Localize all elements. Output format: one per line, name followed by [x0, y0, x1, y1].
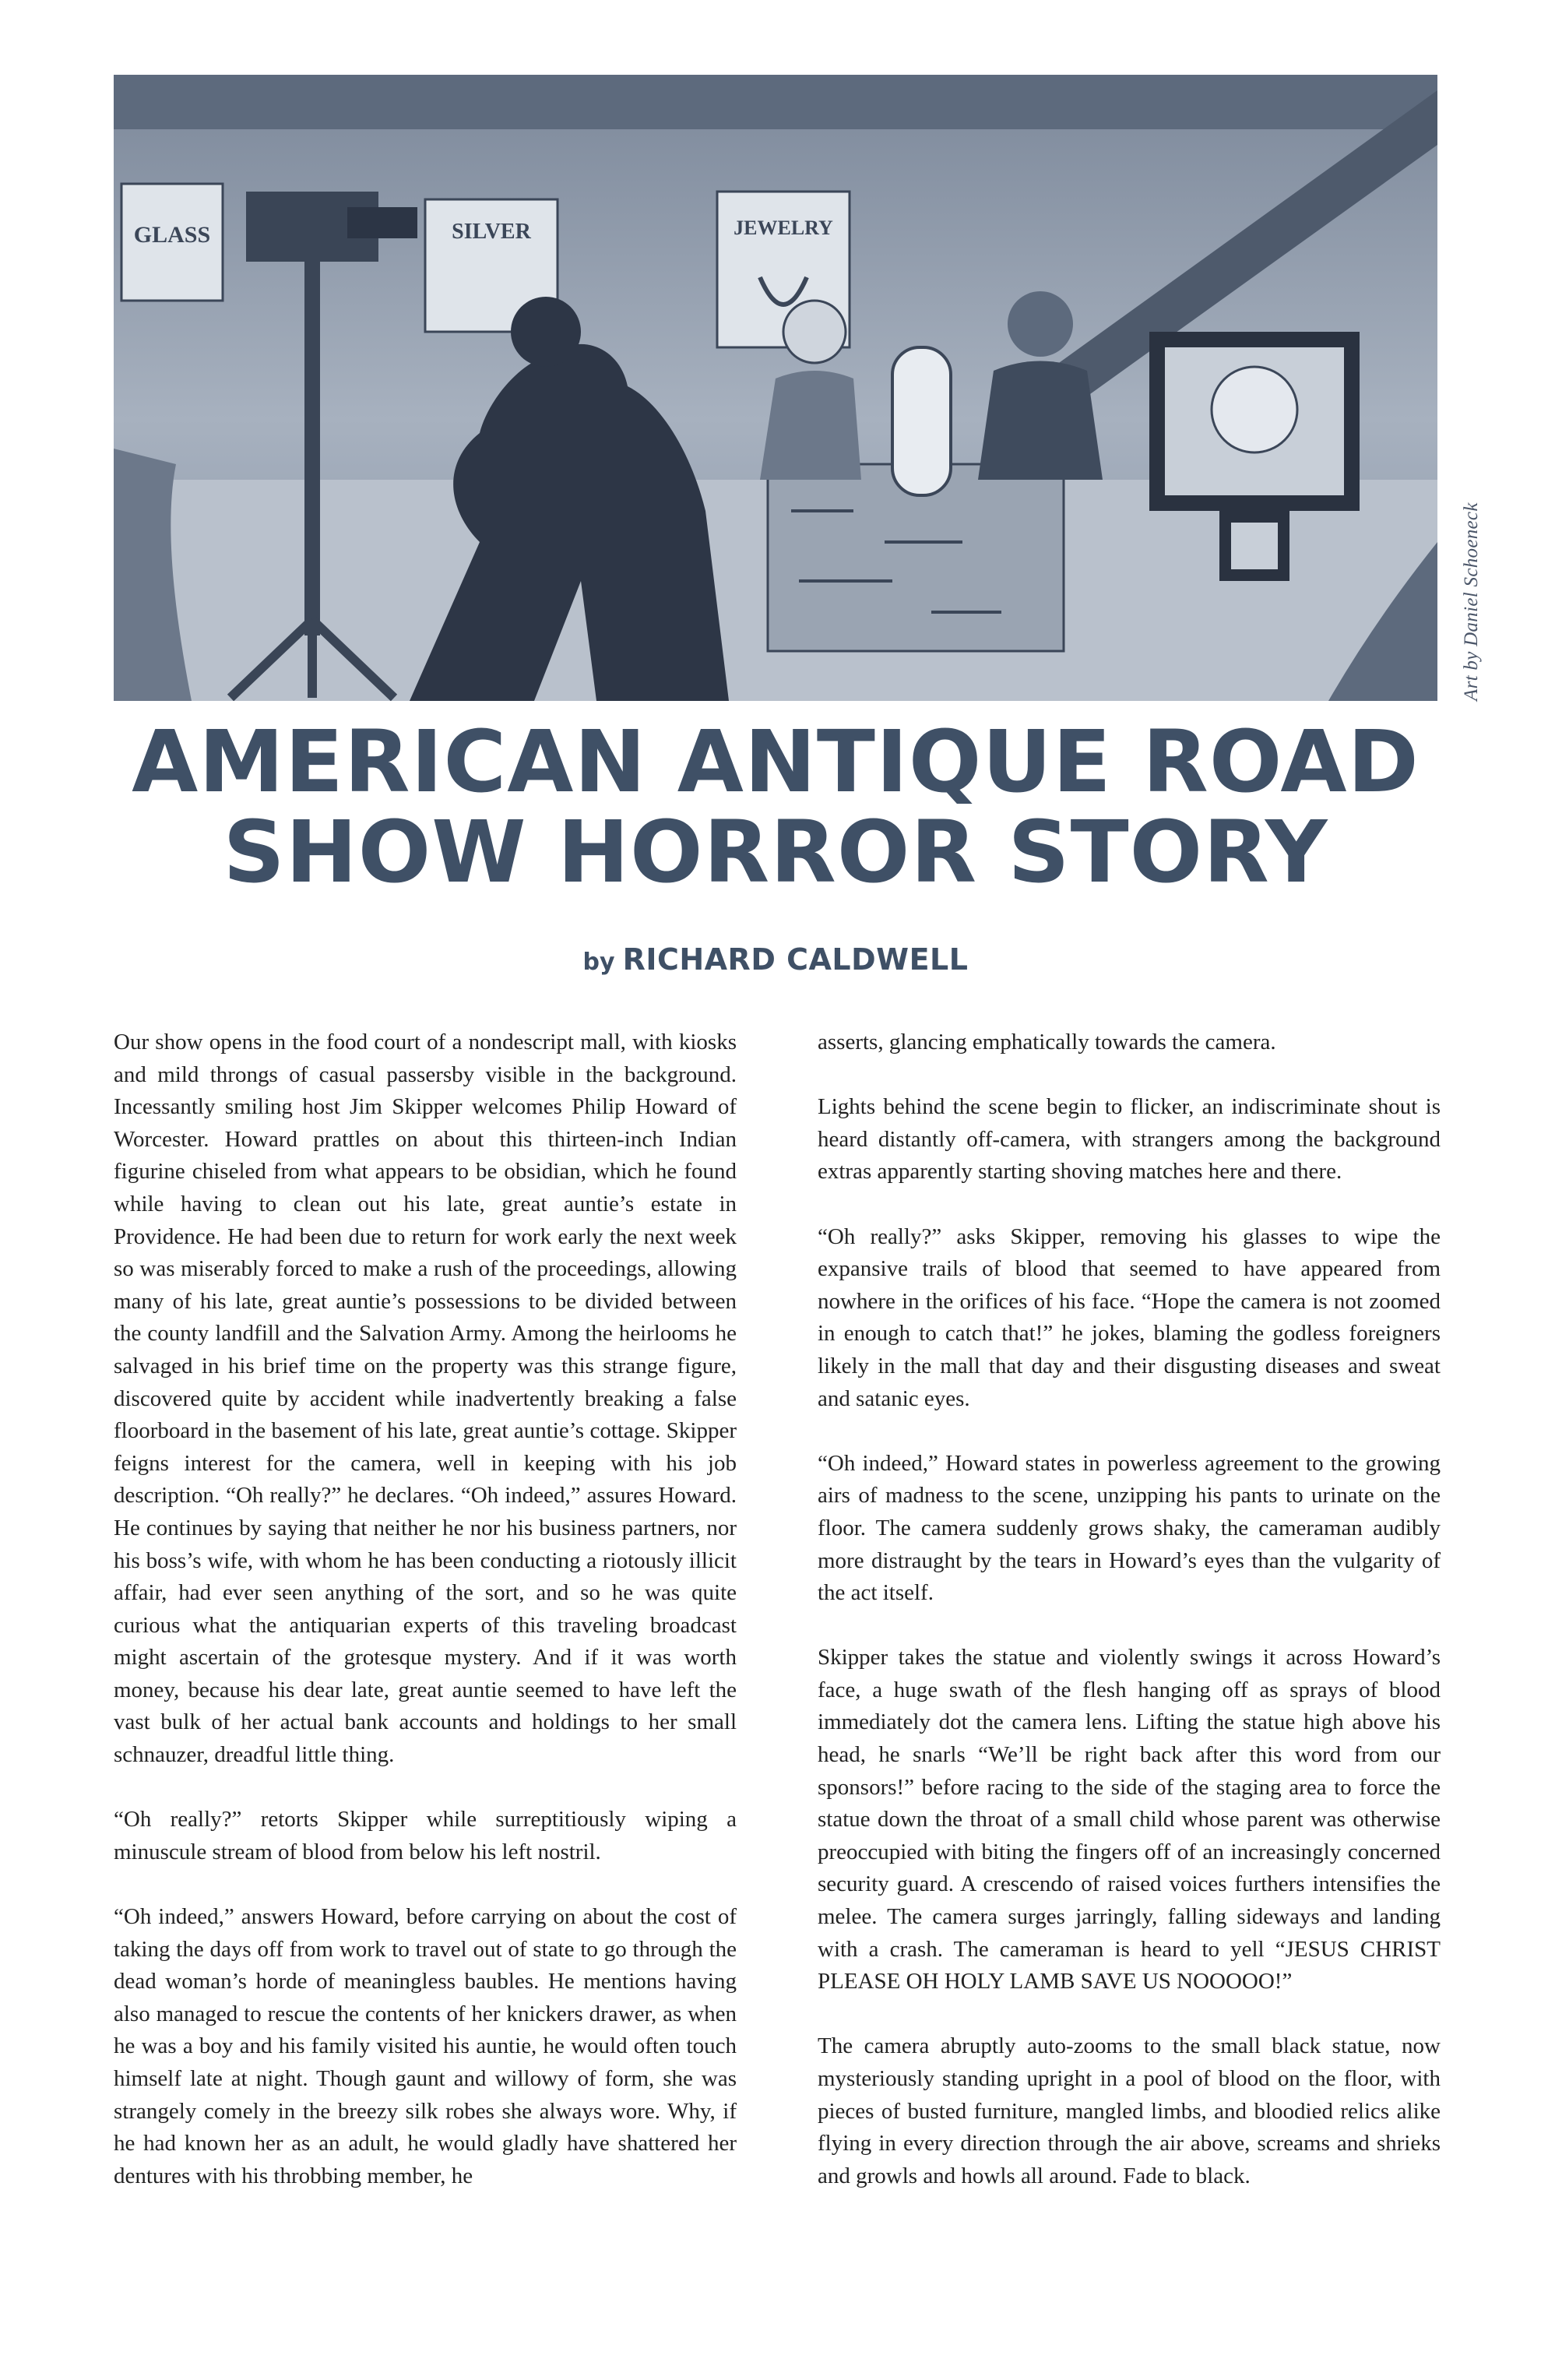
tv-studio-drawing [114, 75, 1437, 701]
paragraph: “Oh really?” asks Skipper, removing his glasses to wipe the expansive trails of blood that seemed to have appeared from nowhere in the orifices of his face. “Hope the camera is not zoomed in enough to catch that!” he jokes, blaming the godless foreigners likely in the mall that day and their disgusting diseases and sweat and satanic eyes. [818, 1223, 1441, 1411]
header-illustration [114, 75, 1437, 701]
text-column-left [114, 1026, 737, 2225]
author-name: RICHARD CALDWELL [622, 942, 969, 977]
byline [114, 942, 1437, 977]
sign-glass [121, 184, 223, 301]
text-column-right [818, 1026, 1441, 2225]
paragraph: asserts, glancing emphatically towards the camera. [818, 1030, 1276, 1054]
svg-text:SILVER: SILVER [452, 220, 531, 244]
article-title [114, 712, 1437, 902]
title-line-2: SHOW HORROR STORY [223, 802, 1328, 902]
art-credit: Art by Daniel Schoeneck [1461, 502, 1482, 701]
paragraph: Our show opens in the food court of a nondescript mall, with kiosks and mild throngs of casual passersby visible in the background. Incessantly smiling host Jim Skipper welcomes Philip Howard of Worcester. Howard prattles on about this thirteen-inch Indian figurine chiseled from what appears to be obsidian, which he found while having to clean out his late, great auntie’s estate in Providence. He had been due to return for work early the next week so was miserably forced to make a rush of the proceedings, allowing many of his late, great auntie’s possessions to be divided between the county landfill and the Salvation Army. Among the heirlooms he salvaged in his brief time on the property was this strange figure, discovered quite by accident while inadvertently breaking a false floorboard in the basement of his late, great auntie’s cottage. Skipper feigns interest for the camera, well in keeping with his job description. “Oh really?” he declares. “Oh indeed,” assures Howard. He continues by saying that neither he nor his business partners, nor his boss’s wife, with whom he has been conducting a riotously illicit affair, had ever seen anything of the sort, and so he was quite curious what the antiquarian experts of this traveling broadcast might ascertain of the grotesque mystery. And if it was worth money, because his dear late, great auntie seemed to have left the vast bulk of her actual bank accounts and holdings to her small schnauzer, dreadful little thing. [114, 1030, 737, 1768]
paragraph: “Oh indeed,” Howard states in powerless agreement to the growing airs of madness to the scene, unzipping his pants to urinate on the floor. The camera suddenly grows shaky, the cameraman audibly more distraught by the tears in Howard’s eyes than the vulgarity of the act itself. [818, 1450, 1441, 1606]
statue-display [892, 347, 951, 495]
paragraph: “Oh indeed,” answers Howard, before carrying on about the cost of taking the days off from work to travel out of state to go through the dead woman’s horde of meaningless baubles. He mentions having also managed to rescue the contents of her knickers drawer, as when he was a boy and his family visited his auntie, he would often touch himself late at night. Though gaunt and willowy of form, she was strangely comely in the breezy silk robes she always wore. Why, if he had known her as an adult, he would gladly have shattered her dentures with his throbbing member, he [114, 1904, 737, 2188]
paragraph: Skipper takes the statue and violently swings it across Howard’s face, a huge swath of the flesh hanging off as sprays of blood immediately dot the camera lens. Lifting the statue high above his head, he snarls “We’ll be right back after this word from our sponsors!” before racing to the side of the staging area to force the statue down the throat of a small child whose parent was otherwise preoccupied with biting the fingers off of an increasingly concerned security guard. A crescendo of raised voices furthers intensifies the melee. The camera surges jarringly, falling sideways and landing with a crash. The cameraman is heard to yell “JESUS CHRIST PLEASE OH HOLY LAMB SAVE US NOOOOO!” [818, 1645, 1441, 1994]
paragraph: The camera abruptly auto-zooms to the small black statue, now mysteriously standing upright in a pool of blood on the floor, with pieces of busted furniture, mangled limbs, and bloodied relics alike flying in every direction through the air above, screams and shrieks and growls and howls all around. Fade to black. [818, 2033, 1441, 2188]
svg-text:GLASS: GLASS [133, 222, 211, 248]
title-line-1: AMERICAN ANTIQUE ROAD [132, 712, 1420, 812]
paragraph: “Oh really?” retorts Skipper while surreptitiously wiping a minuscule stream of blood from below his left nostril. [114, 1807, 737, 1864]
svg-text:JEWELRY: JEWELRY [734, 217, 833, 239]
byline-prefix: by [582, 949, 615, 976]
paragraph: Lights behind the scene begin to flicker, an indiscriminate shout is heard distantly off-camera, with strangers among the background extras apparently starting shoving matches here and there. [818, 1094, 1441, 1185]
